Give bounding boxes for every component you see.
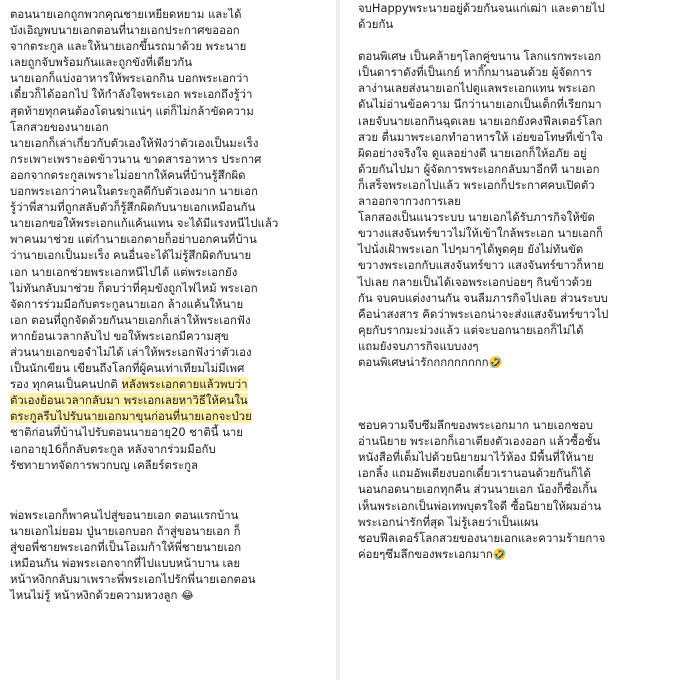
- left-paragraph-1-text: ตอนนายเอกถูกพวกคุณชายเหยียดหยาม และได้ บังเอิญพบนายเอกตอนที่นายเอกประกาศขอออก จากตระกูล และให้นายเอกขึ้นรถมาด้วย พระนาย เลยถูกจับพร้อมกันและถูกขังที่เดียวกัน นายเอกก็แบ่งอาหารให้พระเอกกิน บอกพระเอกว่า เดี๋ยวก็ได้ออกไป ให้กำลังใจพระเอก พระเอกถึงรู้ว่า สุดท้ายทุกคนต้องโดนฆ่าแน่ๆ แต่ก็ไม่กล้าขัดความ โลกสวยของนายเอก นายเอกก็เล่าเกี่ยวกับตัวเองให้ฟังว่าตัวเองเป็นมะเร็ง กระเพาะเพราะอดข้าวนาน ขาดสารอาหาร ประกาศ ออกจากตระกูลเพราะไม่อยากให้คนที่บ้านรู้สึกผิด บอกพระเอกว่าคนในตระกูลดีกับตัวเองมาก นายเอก รู้ว่าพี่สามที่ถูกสลับตัวก็รู้สึกผิดกับนายเอกเหมือนกัน นายเอกขอให้พระเอกแก้แค้นแทน จะได้มีแรงหนีไปแล้ว พาคนมาช่วย แต่กำนายเอกตายก็อย่าบอกคนที่บ้าน ว่านายเอกเป็นมะเร็ง คนอื่นจะได้ไม่รู้สึกผิดกับนาย เอก นายเอกช่วยพระเอกหนีไปได้ แต่พระเอกยัง ไม่ทันกลับมาช่วย ก็ดบว่าที่คุมขังถูกไฟไหม้ พระเอก จัดการร่วมมือกับตระกูลนายเอก ล้างแค้นให้นาย เอก ตอนที่ถูกจัดด้วยกันนายเอกก็เล่าให้พระเอกฟัง หากย้อนเวลากลับไป ขอให้พระเอกมีความสุข ส่วนนายเอกขอจำไม่ได้ เล่าให้พระเอกฟังว่าตัวเอง เป็นนักเขียน เขียนถึงโลกที่ผู้คนเท่าเทียมไม่มีเพศ รอง ทุกคนเป็นคนปกติ: [10, 7, 279, 392]
- left-text-column: [0, 0, 336, 680]
- left-paragraph-1-tail: ชาติก่อนที่บ้านไปรับตอนนายอายุ20 ชาตินี้ นาย เอกอายุ16ก็กลับตระกูล หลังจากร่วมมือกับ รัชทายาทจัดการพวกบญ เคลียร์ตระกูล: [10, 425, 243, 472]
- left-paragraph-1: [10, 6, 326, 473]
- right-paragraph-2-text: ตอนพิเศษ เป็นคล้ายๆโลกคู่ขนาน โลกแรกพระเอก เป็นดาราดังที่เป็นเกย์ หากิ๊กมานอนด้วย ผู้จัดการ ลาง่านเลยส่งนายเอกไปดูแลพระเอกแทน พระเอก ดันไม่อ่านข้อความ นึกว่านายเอกเป็นเด็กที่เรียกมา เลยจับนายเอกกินฉุดเลย นายเอกยังคงฟีลเตอร์โลก สวย ตื่นมาพระเอกทำอาหารให้ เอ่ยขอโทษที่เข้าใจ ผิดอย่างจริงใจ ดูแลอย่างดี นายเอกก็ให้อภัย อยู่ ด้วยกันไปมา ผู้จัดการพระเอกกลับมาอีกที นายเอก ก็เสร็จพระเอกไปแล้ว พระเอกก็ประกาศคบเปิดตัว ลาออกจากวงการเลย โลกสองเป็นแนวระบบ นายเอกได้รับภารกิจให้ขัด ขวางแสงจันทร์ขาวไม่ให้เข้าใกล้พระเอก นายเอกก็ ไปนั่งเฝ้าพระเอก ไปๆมาๆได้พูดคุย ยังไม่ทันขัด ขวางพระเอกกับแสงจันทร์ขาว แสงจันทร์ขาวก็หาย ไปเลย กลายเป็นได้เจอพระเอกบ่อยๆ กินข้าวด้วย กัน จบคบแต่งงานกัน จนลืมภารกิจไปเลย ส่วนระบบ คือน่าสงสาร คิดว่าพระเอกน่าจะส่งแสงจันทร์ขาวไป คุยกับรากมะม่วงแล้ว แต่จะบอกนายเอกก็ไม่ได้ แถมยังจบภารกิจแบบงงๆ ตอนพิเศษน่ารักกกกกกกกก: [358, 49, 609, 369]
- paragraph-gap: [10, 473, 326, 507]
- rofl-emoji-icon: 🤣: [488, 355, 503, 369]
- left-paragraph-2: [10, 507, 326, 605]
- right-paragraph-3-text: ชอบความจีบซึมลึกของพระเอกมาก นายเอกชอบ อ่านนิยาย พระเอกก็เอาเตียงตัวเองออก แล้วซื้อชั้น หนังสือที่เต็มไปด้วยนิยายมาไว้ห้อง มีพื้นที่ให้นาย เอกลิ้ง แถมอัพเตียงบอกเดี๋ยวเรานอนด้วยกันก็ได้ นอนกอดนายเอกทุกคืน ส่วนนายเอก น้องก็ซื่อเกิ้น เห็นพระเอกเป็นพ่อเทพบุตรใจดี ซื้อนิยายให้ผมอ่าน พระเอกน่ารักที่สุด ไม่รู้เลยว่าเป็นแผน ชอบฟีลเตอร์โลกสวยของนายเอกและความร้ายกาจ ค่อยๆซึมลึกของพระเอกมาก: [358, 418, 606, 561]
- rofl-emoji-icon: 🤣: [492, 547, 507, 561]
- right-paragraph-2: [358, 48, 668, 371]
- right-paragraph-3: [358, 417, 668, 563]
- paragraph-gap: [358, 32, 668, 48]
- right-text-column: [340, 0, 680, 680]
- laughing-emoji-icon: 😂: [181, 589, 194, 603]
- paragraph-gap: [358, 371, 668, 417]
- left-paragraph-2-text: พ่อพระเอกก็พาคนไปสู่ขอนายเอก ตอนแรกบ้าน นายเอกไม่ยอม ปู่นายเอกบอก ถ้าสู่ขอนายเอก ก็ สู่ขอพี่ชายพระเอกที่เป็นโอเมก้าให้พี่ชายนายเอก เหมือนกัน พ่อพระเอกจากที่ไปแบบหน้าบาน เลย หน้าหงิกกลับมาเพราะพี่พระเอกไปรักพี่นายเอกตอน ไหนไม่รู้ หน้าหงิกด้วยความหวงลูก: [10, 507, 256, 603]
- right-paragraph-1: จบHappyพระนายอยู่ด้วยกันจนแก่เฒ่า และตายไป ด้วยกัน: [358, 1, 605, 32]
- highlighted-text: หลังพระเอกตายแล้วพบว่า ตัวเองย้อนเวลากลับมา พระเอกเลยหาวิธีให้คนใน ตระกูลรีบไปรับนายเอกมาขุนก่อนที่นายเอกจะป่วย: [10, 377, 252, 424]
